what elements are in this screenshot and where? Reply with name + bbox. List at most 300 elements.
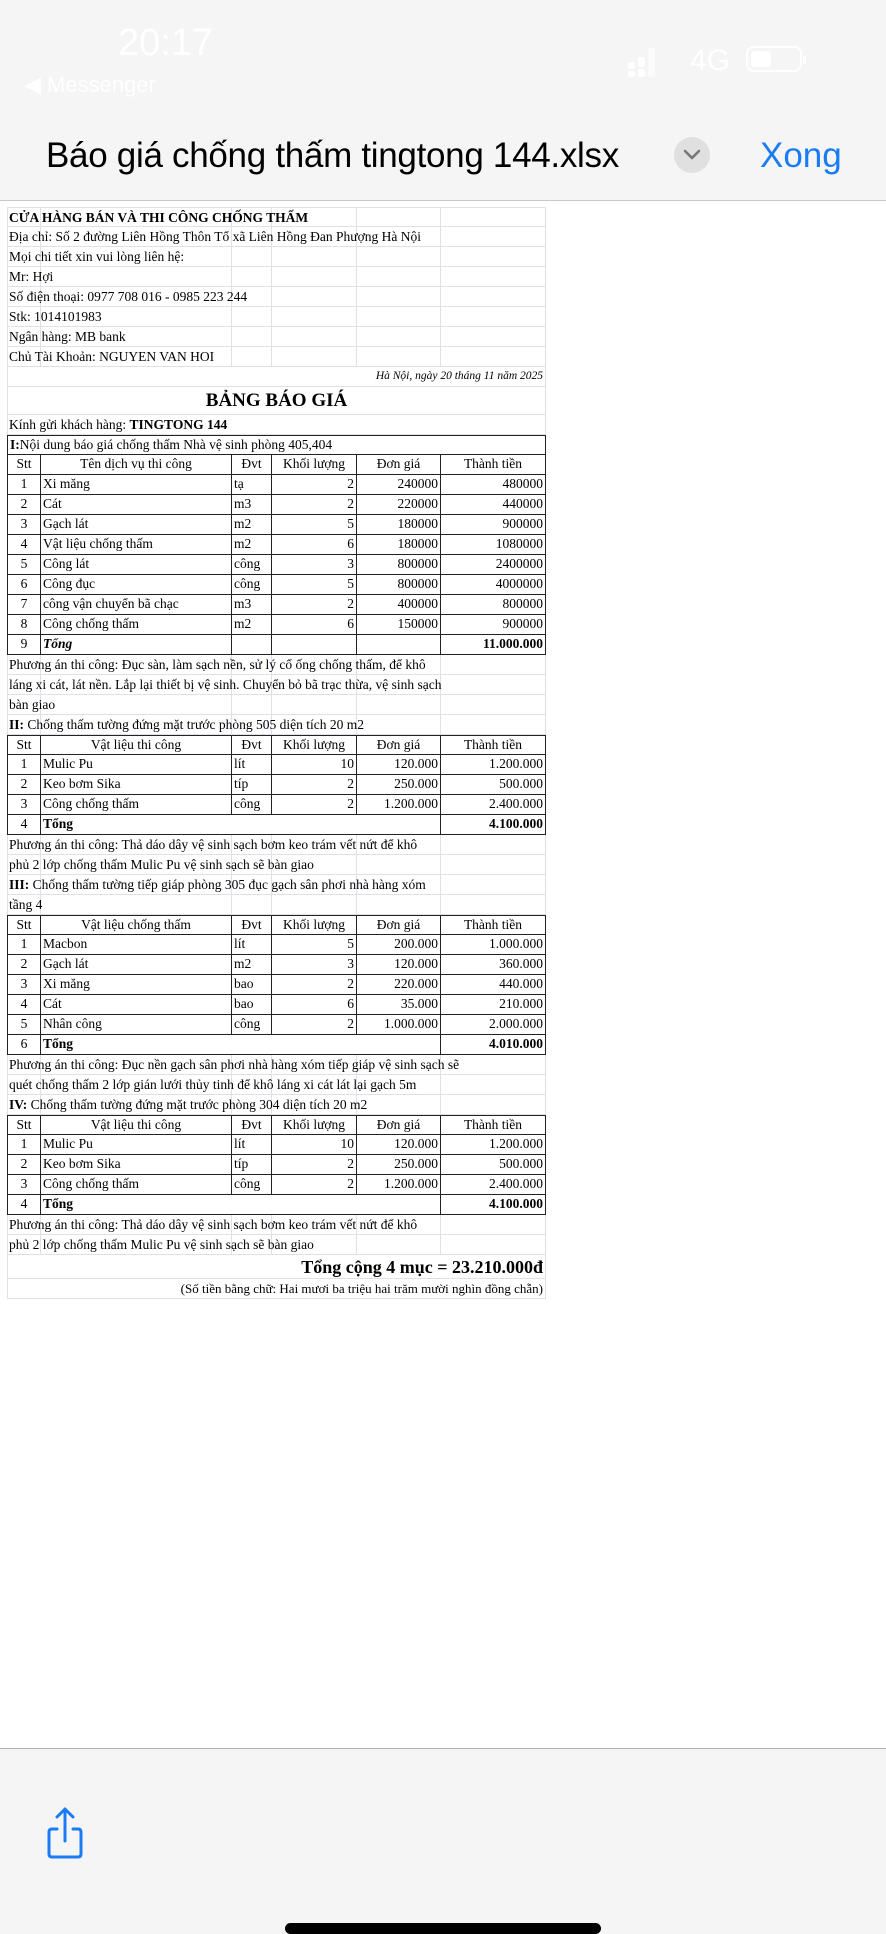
amount-words-row[interactable] <box>7 1279 546 1299</box>
title-menu-button[interactable] <box>674 137 710 173</box>
quote-date: Hà Nội, ngày 20 tháng 11 năm 2025 <box>375 370 543 382</box>
grid-line <box>545 895 546 914</box>
grid-line <box>545 1055 546 1074</box>
grid-line <box>7 715 8 734</box>
table-header <box>7 735 546 755</box>
column-header: Đvt <box>232 916 272 934</box>
table-cell: 3 <box>272 555 357 574</box>
table-cell: tạ <box>232 475 272 494</box>
info-line: Địa chỉ: Số 2 đường Liên Hồng Thôn Tổ xã Liên Hồng Đan Phượng Hà Nội <box>9 229 421 244</box>
table-row[interactable] <box>7 995 546 1015</box>
table-cell: 5 <box>272 935 357 954</box>
table-cell: 220.000 <box>357 975 441 994</box>
signal-icon <box>628 48 666 76</box>
table-cell: Mulic Pu <box>41 755 232 774</box>
spreadsheet <box>7 207 546 1299</box>
grid-line <box>7 1095 8 1114</box>
network-type: 4G <box>690 44 731 77</box>
section-number: III: <box>9 877 30 892</box>
table-header <box>7 1115 546 1135</box>
column-header: Đơn giá <box>357 455 441 474</box>
share-button[interactable] <box>44 1805 86 1859</box>
table-cell: 3 <box>8 1175 41 1194</box>
column-header: Khối lượng <box>272 916 357 934</box>
table-cell: 6 <box>272 535 357 554</box>
total-label: Tổng <box>41 635 232 654</box>
table-row[interactable] <box>7 935 546 955</box>
info-row[interactable] <box>7 227 546 247</box>
table-cell: m3 <box>232 495 272 514</box>
total-stt: 9 <box>8 635 41 654</box>
table-cell: 210.000 <box>499 996 543 1011</box>
table-cell: 6 <box>8 575 41 594</box>
table-cell: Công chống thấm <box>41 795 232 814</box>
table-row[interactable] <box>7 775 546 795</box>
section-title: Chống thấm tường đứng mặt trước phòng 505 diện tích 20 m2 <box>24 717 364 732</box>
table-cell: 2 <box>8 955 41 974</box>
table-cell: 1 <box>8 755 41 774</box>
table-cell: 440000 <box>502 496 543 511</box>
grid-line <box>7 675 8 694</box>
column-header: Thành tiền <box>463 737 523 752</box>
table-cell: 2 <box>272 475 357 494</box>
table-cell: Công chống thấm <box>41 615 232 634</box>
customer-name: TINGTONG 144 <box>129 417 228 432</box>
status-bar <box>0 0 886 100</box>
table-cell: 7 <box>8 595 41 614</box>
customer-line <box>9 415 544 434</box>
total-value: 4.010.000 <box>489 1036 543 1051</box>
table-row[interactable] <box>7 575 546 595</box>
grid-line <box>7 1279 8 1298</box>
construction-plan-line: quét chống thấm 2 lớp gián lưới thủy tinh để khô láng xi cát lát lại gạch 5m <box>9 1077 417 1092</box>
table-cell: 1.200.000 <box>357 1175 441 1194</box>
table-row[interactable] <box>7 955 546 975</box>
table-cell: 500.000 <box>499 1156 543 1171</box>
grid-line <box>545 655 546 674</box>
table-cell: típ <box>232 775 272 794</box>
section-number: I: <box>10 437 20 452</box>
table-cell: 3 <box>8 795 41 814</box>
grid-line <box>545 1215 546 1234</box>
column-header: Khối lượng <box>272 455 357 474</box>
table-cell: 500.000 <box>499 776 543 791</box>
table-cell: 480000 <box>502 476 543 491</box>
column-header: Đvt <box>232 455 272 474</box>
empty-cell <box>357 635 441 654</box>
table-row[interactable] <box>7 1155 546 1175</box>
table-cell: công <box>232 1015 272 1034</box>
grid-line <box>545 267 546 286</box>
status-time: 20:17 <box>118 22 214 64</box>
section-heading-text <box>10 436 543 454</box>
table-cell: 1 <box>8 1135 41 1154</box>
column-header: Vật liệu chống thấm <box>41 916 232 934</box>
table-cell: 1.000.000 <box>357 1015 441 1034</box>
empty-cell <box>272 635 357 654</box>
grid-line <box>7 227 8 246</box>
plan-row[interactable] <box>7 675 546 695</box>
grid-line <box>7 347 8 366</box>
table-cell: típ <box>232 1155 272 1174</box>
grid-line <box>7 855 8 874</box>
grid-line <box>545 287 546 306</box>
grid-line <box>7 267 8 286</box>
section-heading-text <box>9 715 544 734</box>
table-cell: 800000 <box>502 596 543 611</box>
table-cell: 800000 <box>357 555 441 574</box>
total-row[interactable] <box>7 1195 546 1215</box>
plan-row[interactable] <box>7 695 546 715</box>
table-cell: 120.000 <box>357 955 441 974</box>
section-heading <box>7 435 546 455</box>
grid-line <box>7 367 8 386</box>
table-cell: lít <box>232 755 272 774</box>
grid-line <box>7 875 8 894</box>
table-cell: 1.200.000 <box>357 795 441 814</box>
table-cell: 10 <box>272 1135 357 1154</box>
table-cell: 2.400.000 <box>489 1176 543 1191</box>
info-row[interactable] <box>7 287 546 307</box>
table-cell: 5 <box>272 575 357 594</box>
table-row[interactable] <box>7 515 546 535</box>
grid-line <box>7 695 8 714</box>
table-cell: Keo bơm Sika <box>41 775 232 794</box>
total-row[interactable] <box>7 1035 546 1055</box>
table-row[interactable] <box>7 475 546 495</box>
section-title: Chống thấm tường đứng mặt trước phòng 304 diện tích 20 m2 <box>27 1097 368 1112</box>
table-cell: Cát <box>41 495 232 514</box>
table-cell: 250.000 <box>357 1155 441 1174</box>
home-indicator <box>285 1923 601 1934</box>
grid-line <box>545 347 546 366</box>
table-cell: Công lát <box>41 555 232 574</box>
grid-line <box>545 227 546 246</box>
table-cell: m2 <box>232 615 272 634</box>
total-value: 11.000.000 <box>482 636 543 651</box>
grid-line <box>545 695 546 714</box>
table-cell: bao <box>232 995 272 1014</box>
info-row[interactable] <box>7 247 546 267</box>
table-cell: Công chống thấm <box>41 1175 232 1194</box>
table-cell: 8 <box>8 615 41 634</box>
grid-line <box>7 1235 8 1254</box>
table-row[interactable] <box>7 1135 546 1155</box>
grid-line <box>7 1055 8 1074</box>
column-header: Đơn giá <box>357 736 441 754</box>
grand-total: Tổng cộng 4 mục = 23.210.000đ <box>301 1257 543 1277</box>
table-cell: 3 <box>8 515 41 534</box>
table-cell: 120.000 <box>357 755 441 774</box>
bottom-toolbar <box>0 1748 886 1921</box>
grid-line <box>7 655 8 674</box>
section-number: II: <box>9 717 25 732</box>
column-header: Stt <box>8 916 41 934</box>
table-cell: 1 <box>8 475 41 494</box>
amount-in-words: (Số tiền bằng chữ: Hai mươi ba triệu hai trăm mười nghìn đồng chẵn) <box>180 1281 543 1296</box>
table-cell: 440.000 <box>499 976 543 991</box>
section-heading[interactable] <box>7 715 546 735</box>
plan-row[interactable] <box>7 855 546 875</box>
table-cell: m2 <box>232 515 272 534</box>
construction-plan-line: Phương án thi công: Đục sàn, làm sạch nền, sử lý cổ ống chống thấm, để khô <box>9 657 426 672</box>
total-label: Tổng <box>41 1035 441 1054</box>
grid-line <box>545 1075 546 1094</box>
table-cell: 5 <box>272 515 357 534</box>
plan-row[interactable] <box>7 1215 546 1235</box>
grid-line <box>545 1279 546 1298</box>
info-row[interactable] <box>7 307 546 327</box>
grid-line <box>545 415 546 434</box>
title-row[interactable] <box>7 387 546 415</box>
section-title: Chống thấm tường tiếp giáp phòng 305 đục gạch sân phơi nhà hàng xóm <box>29 877 426 892</box>
info-line: Ngân hàng: MB bank <box>9 329 126 344</box>
table-row[interactable] <box>7 535 546 555</box>
table-cell: 1 <box>8 935 41 954</box>
grid-line <box>545 1095 546 1114</box>
table-cell: 1.000.000 <box>489 936 543 951</box>
column-header: Stt <box>8 736 41 754</box>
table-cell: 240000 <box>357 475 441 494</box>
column-header: Đơn giá <box>357 916 441 934</box>
battery-icon <box>746 46 802 72</box>
table-cell: 3 <box>272 955 357 974</box>
grid-line <box>7 1075 8 1094</box>
table-cell: Xi măng <box>41 975 232 994</box>
table-cell: Gạch lát <box>41 955 232 974</box>
total-value: 4.100.000 <box>489 1196 543 1211</box>
grid-line <box>7 307 8 326</box>
share-icon <box>44 1805 86 1859</box>
table-cell: 900000 <box>502 616 543 631</box>
table-header <box>7 455 546 475</box>
construction-plan-line: bàn giao <box>9 697 56 712</box>
table-cell: 400000 <box>357 595 441 614</box>
section-number: IV: <box>9 1097 28 1112</box>
table-cell: 2 <box>272 1015 357 1034</box>
grid-line <box>7 415 8 434</box>
plan-row[interactable] <box>7 1055 546 1075</box>
construction-plan-line: phủ 2 lớp chống thấm Mulic Pu vệ sinh sạch sẽ bàn giao <box>9 857 314 872</box>
plan-row[interactable] <box>7 1075 546 1095</box>
table-cell: 4 <box>8 535 41 554</box>
info-row[interactable] <box>7 347 546 367</box>
construction-plan-line: phủ 2 lớp chống thấm Mulic Pu vệ sinh sạch sẽ bàn giao <box>9 1237 314 1252</box>
table-cell: m2 <box>232 955 272 974</box>
done-button[interactable]: Xong <box>760 136 842 175</box>
navigation-bar <box>0 100 886 201</box>
document-title[interactable]: Báo giá chống thấm tingtong 144.xlsx <box>46 136 619 175</box>
table-cell: Công đục <box>41 575 232 594</box>
table-cell: công <box>232 555 272 574</box>
section-heading-text <box>9 1095 544 1114</box>
table-cell: 360.000 <box>499 956 543 971</box>
section-title: Nội dung báo giá chống thấm Nhà vệ sinh phòng 405,404 <box>19 437 333 452</box>
table-cell: 10 <box>272 755 357 774</box>
table-cell: 120.000 <box>357 1135 441 1154</box>
construction-plan-line: Phương án thi công: Thả dáo dây vệ sinh sạch bơm keo trám vết nứt để khô <box>9 837 418 852</box>
column-header: Vật liệu thi công <box>41 736 232 754</box>
table-cell: 3 <box>8 975 41 994</box>
table-cell: Gạch lát <box>41 515 232 534</box>
table-cell: Macbon <box>41 935 232 954</box>
info-line: Số điện thoại: 0977 708 016 - 0985 223 244 <box>9 289 248 304</box>
table-cell: lít <box>232 1135 272 1154</box>
table-row[interactable] <box>7 595 546 615</box>
table-cell: 4000000 <box>495 576 543 591</box>
grid-line <box>545 307 546 326</box>
table-cell: 150000 <box>357 615 441 634</box>
total-stt: 4 <box>8 815 41 834</box>
grid-line <box>545 367 546 386</box>
info-row[interactable] <box>7 327 546 347</box>
grand-total-row[interactable] <box>7 1255 546 1279</box>
table-row[interactable] <box>7 615 546 635</box>
grid-line <box>545 715 546 734</box>
construction-plan-line: láng xi cát, lát nền. Lắp lại thiết bị vệ sinh. Chuyển bỏ bã trạc thừa, vệ sinh sạch <box>9 677 442 692</box>
info-line: Chủ Tài Khoản: NGUYEN VAN HOI <box>9 349 215 364</box>
grid-line <box>545 247 546 266</box>
grid-line <box>7 287 8 306</box>
table-cell: 180000 <box>357 515 441 534</box>
table-cell: 35.000 <box>357 995 441 1014</box>
shop-name: CỬA HÀNG BÁN VÀ THI CÔNG CHỐNG THẤM <box>9 210 309 225</box>
column-header: Vật liệu thi công <box>41 1116 232 1134</box>
table-cell: công <box>232 795 272 814</box>
table-row[interactable] <box>7 975 546 995</box>
grid-line <box>545 855 546 874</box>
table-cell: Keo bơm Sika <box>41 1155 232 1174</box>
spreadsheet-viewer[interactable] <box>0 201 886 1748</box>
table-row[interactable] <box>7 795 546 815</box>
column-header: Stt <box>8 455 41 474</box>
table-cell: 6 <box>272 995 357 1014</box>
empty-cell <box>232 635 272 654</box>
grid-line <box>545 675 546 694</box>
table-cell: 2 <box>8 1155 41 1174</box>
total-label: Tổng <box>41 815 441 834</box>
total-stt: 4 <box>8 1195 41 1214</box>
section-title-cont: tầng 4 <box>9 897 43 912</box>
column-header: Đvt <box>232 1116 272 1134</box>
table-cell: 2 <box>8 775 41 794</box>
table-cell: 1.200.000 <box>489 756 543 771</box>
table-row[interactable] <box>7 1015 546 1035</box>
table-cell: 2.000.000 <box>489 1016 543 1031</box>
plan-row[interactable] <box>7 655 546 675</box>
back-to-messenger-link[interactable]: ◀ Messenger <box>24 72 156 97</box>
grid-line <box>545 208 546 226</box>
table-cell: 200.000 <box>357 935 441 954</box>
table-cell: 5 <box>8 1015 41 1034</box>
table-cell: m3 <box>232 595 272 614</box>
plan-row[interactable] <box>7 1235 546 1255</box>
info-row[interactable] <box>7 207 546 227</box>
column-header: Thành tiền <box>463 456 523 471</box>
total-row[interactable] <box>7 815 546 835</box>
section-heading-cont[interactable] <box>7 895 546 915</box>
table-row[interactable] <box>7 1175 546 1195</box>
chevron-down-icon <box>683 149 701 161</box>
table-cell: 2.400.000 <box>489 796 543 811</box>
table-cell: Nhân công <box>41 1015 232 1034</box>
table-cell: công vận chuyển bã chạc <box>41 595 232 614</box>
grid-line <box>7 208 8 226</box>
table-header <box>7 915 546 935</box>
table-cell: Mulic Pu <box>41 1135 232 1154</box>
table-cell: 4 <box>8 995 41 1014</box>
total-stt: 6 <box>8 1035 41 1054</box>
section-heading[interactable] <box>7 1095 546 1115</box>
table-cell: Xi măng <box>41 475 232 494</box>
table-cell: Vật liệu chống thấm <box>41 535 232 554</box>
customer-label: Kính gửi khách hàng: <box>9 417 130 432</box>
grid-line <box>545 1235 546 1254</box>
table-cell: công <box>232 575 272 594</box>
table-row[interactable] <box>7 755 546 775</box>
total-row[interactable] <box>7 635 546 655</box>
table-cell: 2 <box>272 1155 357 1174</box>
total-value: 4.100.000 <box>489 816 543 831</box>
table-cell: 180000 <box>357 535 441 554</box>
date-row[interactable] <box>7 367 546 387</box>
table-cell: 5 <box>8 555 41 574</box>
grid-line <box>7 1255 8 1278</box>
grid-line <box>545 875 546 894</box>
table-cell: 2400000 <box>495 556 543 571</box>
table-cell: 900000 <box>502 516 543 531</box>
table-cell: 2 <box>272 1175 357 1194</box>
table-cell: 2 <box>272 975 357 994</box>
info-line: Stk: 1014101983 <box>9 309 102 324</box>
table-cell: 2 <box>8 495 41 514</box>
grid-line <box>545 1255 546 1278</box>
construction-plan-line: Phương án thi công: Đục nền gạch sân phơi nhà hàng xóm tiếp giáp vệ sinh sạch sẽ <box>9 1057 460 1072</box>
info-line: Mr: Hợi <box>9 269 54 284</box>
table-cell: 2 <box>272 495 357 514</box>
table-cell: lít <box>232 935 272 954</box>
info-line: Mọi chi tiết xin vui lòng liên hệ: <box>9 249 185 264</box>
grid-line <box>7 327 8 346</box>
column-header: Đơn giá <box>357 1116 441 1134</box>
construction-plan-line: Phương án thi công: Thả dáo dây vệ sinh sạch bơm keo trám vết nứt để khô <box>9 1217 418 1232</box>
column-header: Thành tiền <box>463 917 523 932</box>
column-header: Tên dịch vụ thi công <box>41 455 232 474</box>
grid-line <box>7 1215 8 1234</box>
grid-line <box>7 247 8 266</box>
section-heading[interactable] <box>7 875 546 895</box>
column-header: Thành tiền <box>463 1117 523 1132</box>
table-row[interactable] <box>7 555 546 575</box>
table-cell: 2 <box>272 595 357 614</box>
table-row[interactable] <box>7 495 546 515</box>
column-header: Stt <box>8 1116 41 1134</box>
section-heading-text <box>9 875 544 894</box>
grid-line <box>7 895 8 914</box>
table-cell: 220000 <box>357 495 441 514</box>
plan-row[interactable] <box>7 835 546 855</box>
table-cell: 1.200.000 <box>489 1136 543 1151</box>
table-cell: 1080000 <box>495 536 543 551</box>
table-cell: 6 <box>272 615 357 634</box>
grid-line <box>545 835 546 854</box>
customer-row[interactable] <box>7 415 546 435</box>
info-row[interactable] <box>7 267 546 287</box>
column-header: Khối lượng <box>272 736 357 754</box>
quote-title: BẢNG BÁO GIÁ <box>205 390 348 411</box>
total-label: Tổng <box>41 1195 441 1214</box>
column-header: Đvt <box>232 736 272 754</box>
